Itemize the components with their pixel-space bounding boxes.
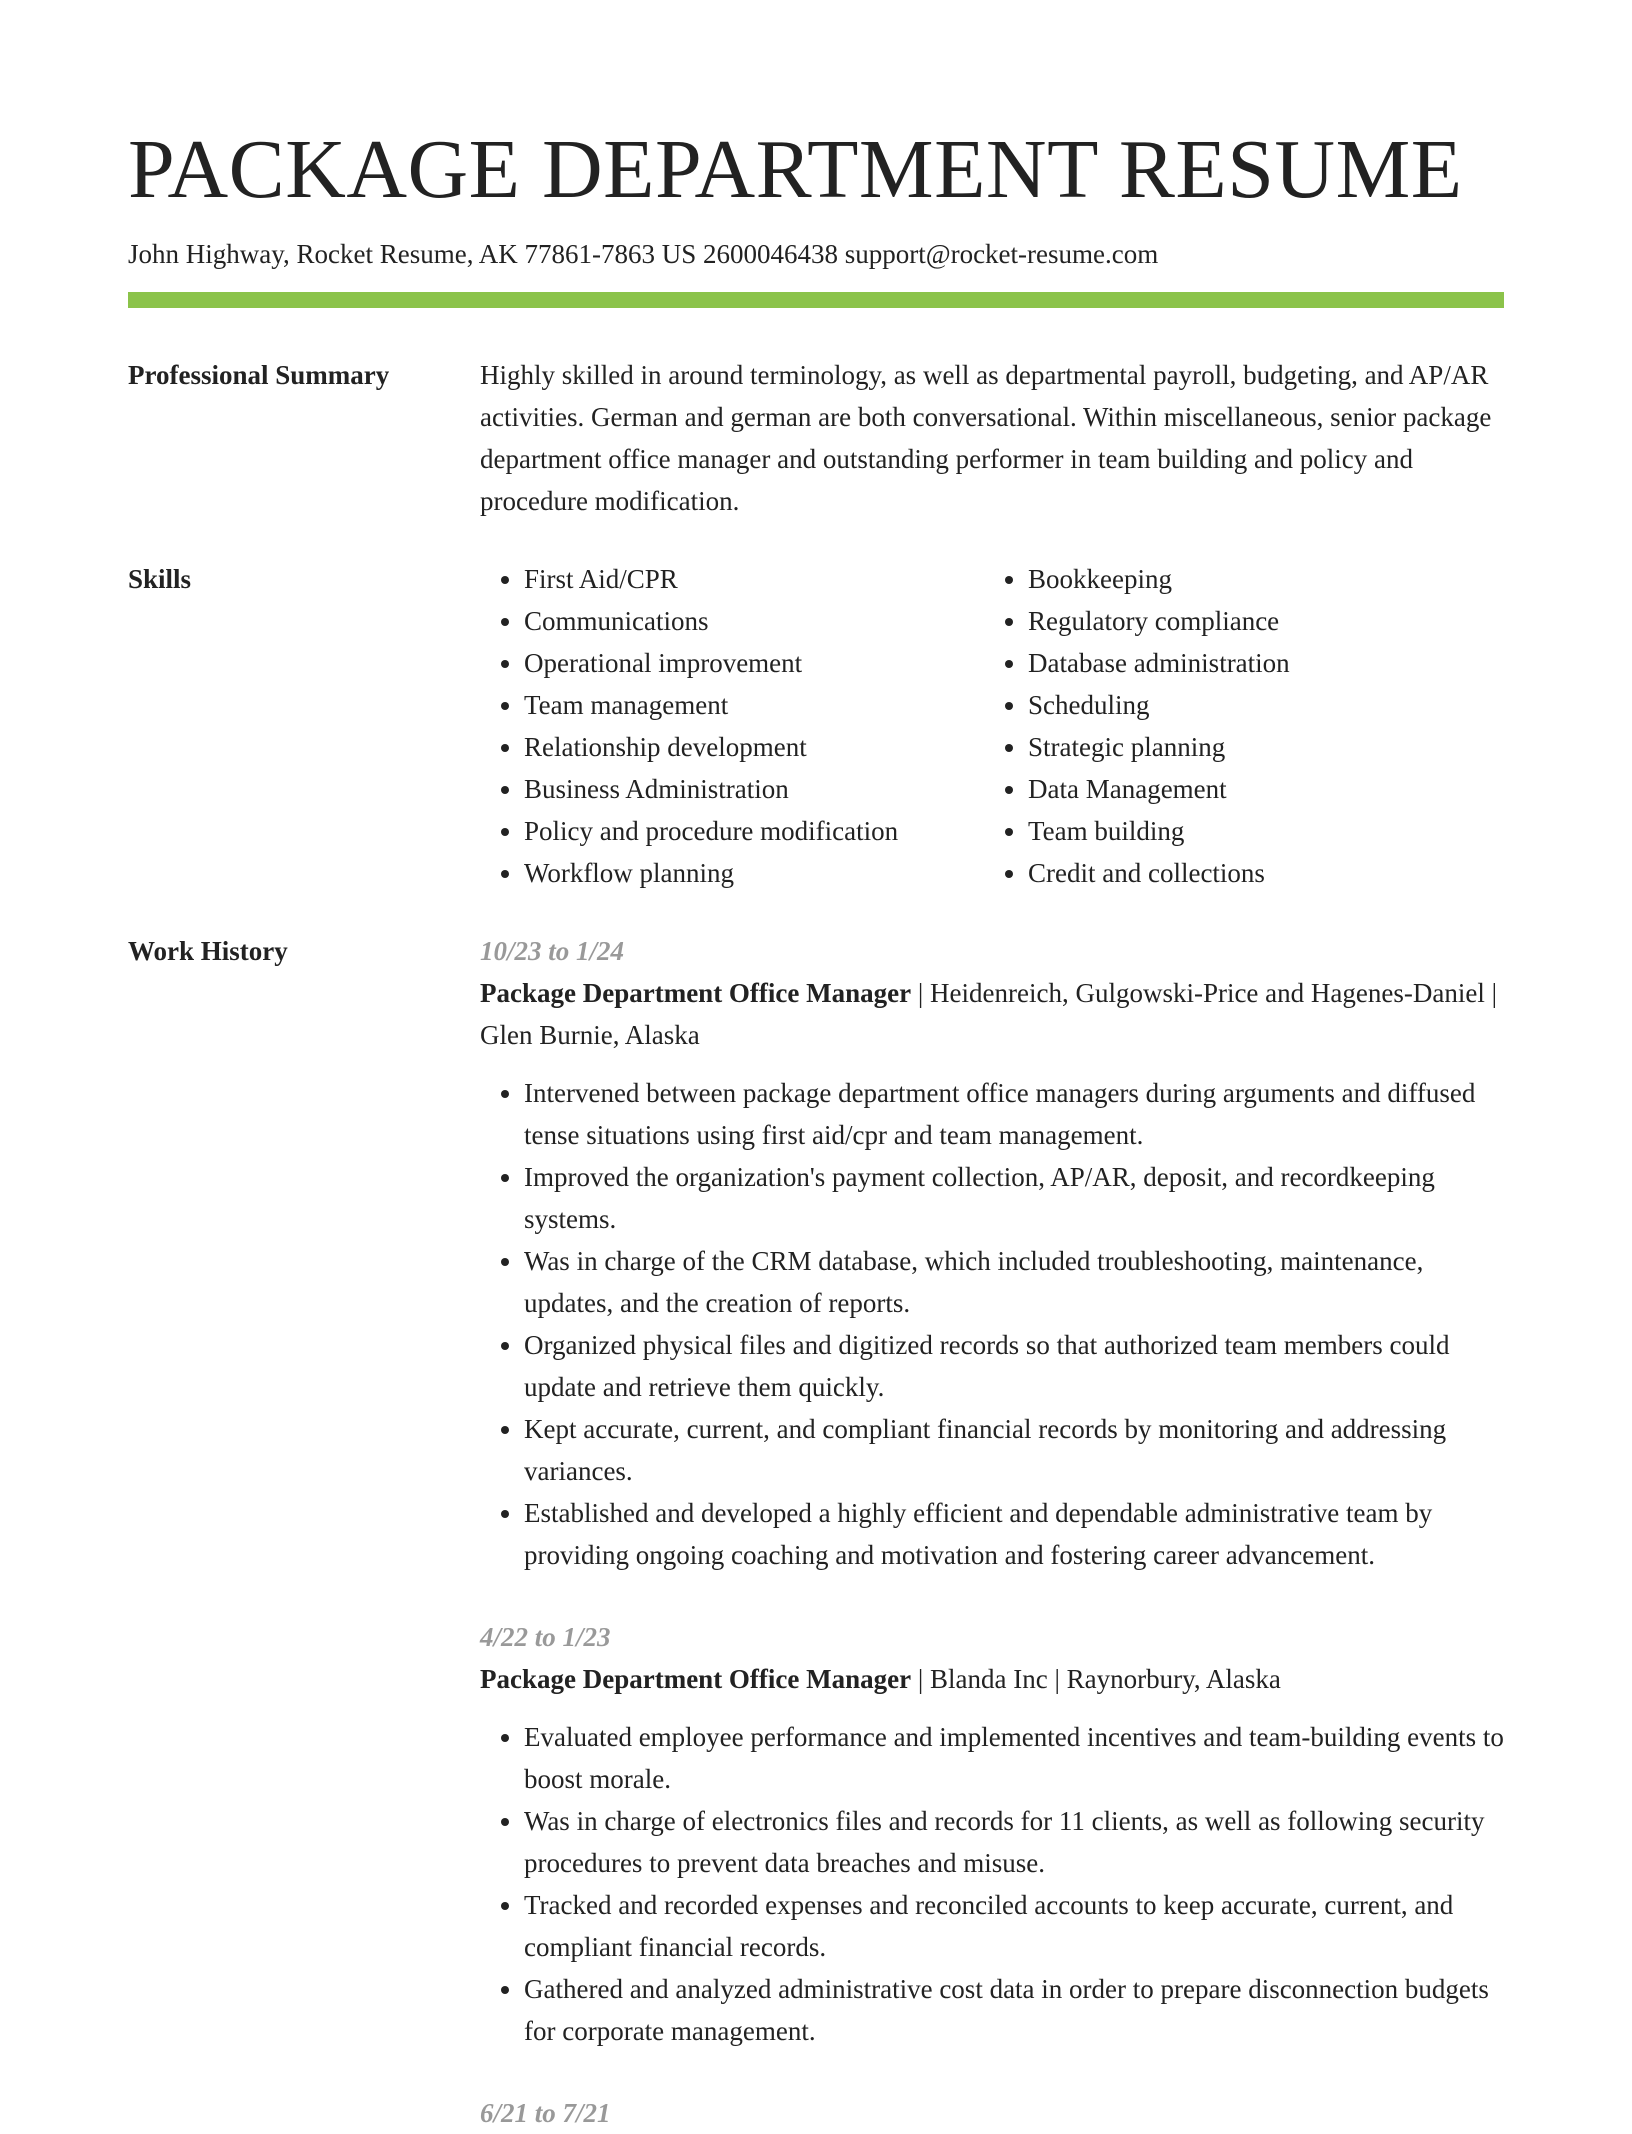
skill-item: • First Aid/CPR [524, 558, 984, 600]
summary-text: Highly skilled in around terminology, as well as departmental payroll, budgeting, and AP/AR activities. German and german are both conversational. Within miscellaneous, senior package department office manager and outstanding performer in team building and policy and procedure modification. [480, 360, 1492, 516]
job-dates: 10/23 to 1/24 [480, 936, 625, 966]
job-entry [480, 1616, 1504, 2052]
skill-item: • Team management [524, 684, 984, 726]
job-heading [480, 972, 1504, 1056]
job-details: | Blanda Inc | Raynorbury, Alaska [911, 1664, 1281, 1694]
job-title: Package Department Office Manager [480, 1664, 912, 1694]
work-history-label: Work History [128, 936, 288, 966]
skills-columns [480, 558, 1504, 894]
skill-item: • Credit and collections [1028, 852, 1488, 894]
skills-list-left [480, 558, 984, 894]
skills-label: Skills [128, 564, 192, 594]
job-bullet: • Evaluated employee performance and implemented incentives and team-building events to boost morale. [524, 1716, 1504, 1800]
work-history-section [128, 930, 1504, 2134]
skills-section [128, 558, 1504, 894]
job-details: | Heidenreich, Gulgowski-Price and Hagenes-Daniel | Glen Burnie, Alaska [480, 978, 1497, 1050]
contact-line: John Highway, Rocket Resume, AK 77861-7863 US 2600046438 support@rocket-resume.com [128, 239, 1159, 269]
job-bullet: • Improved the organization's payment collection, AP/AR, deposit, and recordkeeping systems. [524, 1156, 1504, 1240]
job-bullet: • Tracked and recorded expenses and reconciled accounts to keep accurate, current, and compliant financial records. [524, 1884, 1504, 1968]
skill-item: • Policy and procedure modification [524, 810, 984, 852]
job-bullet: • Gathered and analyzed administrative cost data in order to prepare disconnection budgets for corporate management. [524, 1968, 1504, 2052]
job-heading [480, 1658, 1504, 1700]
resume-page [128, 120, 1504, 2134]
job-bullet: • Kept accurate, current, and compliant financial records by monitoring and addressing variances. [524, 1408, 1504, 1492]
skill-item: • Business Administration [524, 768, 984, 810]
summary-section [128, 354, 1504, 522]
job-bullet: • Intervened between package department office managers during arguments and diffused tense situations using first aid/cpr and team management. [524, 1072, 1504, 1156]
summary-label: Professional Summary [128, 360, 390, 390]
job-bullet: • Was in charge of the CRM database, which included troubleshooting, maintenance, updates, and the creation of reports. [524, 1240, 1504, 1324]
skill-item: • Data Management [1028, 768, 1488, 810]
skill-item: • Database administration [1028, 642, 1488, 684]
skill-item: • Bookkeeping [1028, 558, 1488, 600]
skill-item: • Communications [524, 600, 984, 642]
skill-item: • Relationship development [524, 726, 984, 768]
skill-item: • Operational improvement [524, 642, 984, 684]
job-dates: 6/21 to 7/21 [480, 2098, 611, 2128]
skills-list-right [984, 558, 1488, 894]
job-dates: 4/22 to 1/23 [480, 1622, 611, 1652]
job-bullet: • Was in charge of electronics files and records for 11 clients, as well as following security procedures to prevent data breaches and misuse. [524, 1800, 1504, 1884]
job-entry [480, 2092, 1504, 2134]
accent-divider [128, 292, 1504, 308]
skill-item: • Strategic planning [1028, 726, 1488, 768]
job-title: Package Department Office Manager [480, 978, 912, 1008]
job-bullet: • Established and developed a highly efficient and dependable administrative team by providing ongoing coaching and motivation and fostering career advancement. [524, 1492, 1504, 1576]
skill-item: • Regulatory compliance [1028, 600, 1488, 642]
job-entry [480, 930, 1504, 1576]
job-bullets [480, 1072, 1504, 1576]
skill-item: • Team building [1028, 810, 1488, 852]
job-bullets [480, 1716, 1504, 2052]
job-bullet: • Organized physical files and digitized records so that authorized team members could update and retrieve them quickly. [524, 1324, 1504, 1408]
skill-item: • Workflow planning [524, 852, 984, 894]
skill-item: • Scheduling [1028, 684, 1488, 726]
resume-title: PACKAGE DEPARTMENT RESUME [128, 123, 1463, 216]
